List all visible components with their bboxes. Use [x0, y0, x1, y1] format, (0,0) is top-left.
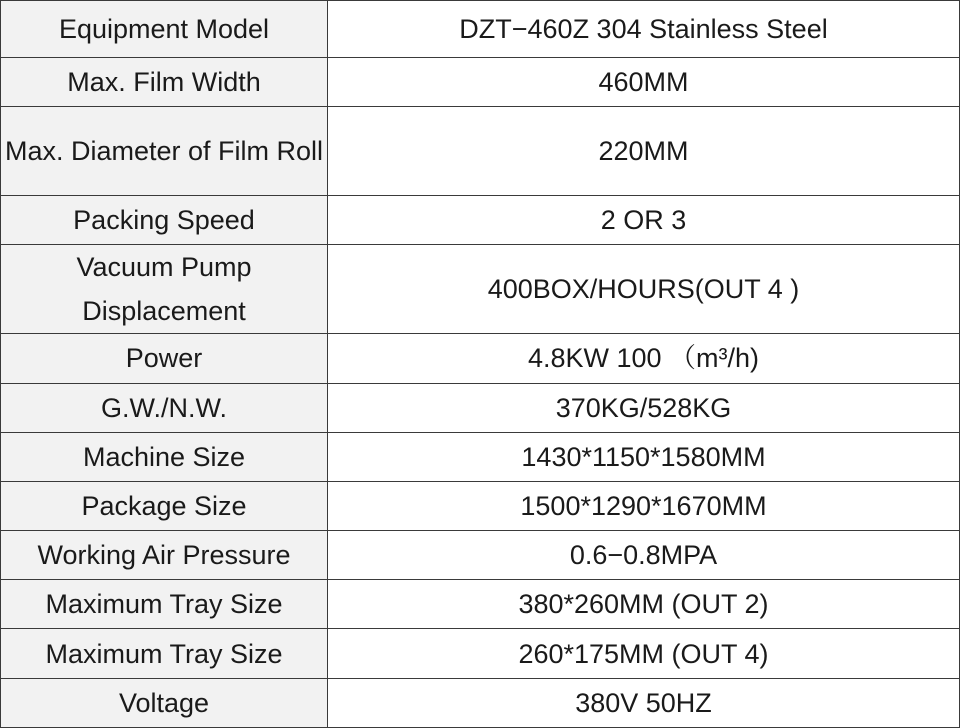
row-label: Voltage: [1, 678, 328, 727]
table-row: [1, 432, 960, 481]
row-label: Equipment Model: [1, 1, 328, 58]
table-row: [1, 629, 960, 678]
table-row: [1, 580, 960, 629]
table-row: [1, 383, 960, 432]
table-row: [1, 195, 960, 244]
row-value: 260*175MM (OUT 4): [328, 629, 960, 678]
row-value: 370KG/528KG: [328, 383, 960, 432]
row-label: Max. Film Width: [1, 58, 328, 107]
row-value: 2 OR 3: [328, 195, 960, 244]
table-row: [1, 678, 960, 727]
table-row: [1, 244, 960, 333]
row-value: 400BOX/HOURS(OUT 4 ): [328, 244, 960, 333]
row-label: Working Air Pressure: [1, 531, 328, 580]
row-label: Max. Diameter of Film Roll: [1, 107, 328, 195]
row-value: 460MM: [328, 58, 960, 107]
row-value: 380V 50HZ: [328, 678, 960, 727]
row-label: Packing Speed: [1, 195, 328, 244]
row-value: 1430*1150*1580MM: [328, 432, 960, 481]
table-row: [1, 107, 960, 195]
table-row: [1, 334, 960, 383]
row-value: 380*260MM (OUT 2): [328, 580, 960, 629]
row-value: 4.8KW 100 （m³/h): [328, 334, 960, 383]
row-label: Maximum Tray Size: [1, 629, 328, 678]
table-row: [1, 531, 960, 580]
row-label: Maximum Tray Size: [1, 580, 328, 629]
row-value: 220MM: [328, 107, 960, 195]
row-label: Package Size: [1, 481, 328, 530]
row-label: Machine Size: [1, 432, 328, 481]
row-value: DZT−460Z 304 Stainless Steel: [328, 1, 960, 58]
table-row: [1, 58, 960, 107]
row-label: Power: [1, 334, 328, 383]
row-label: Vacuum Pump Displacement: [1, 244, 328, 333]
table-row: [1, 1, 960, 58]
row-value: 0.6−0.8MPA: [328, 531, 960, 580]
row-value: 1500*1290*1670MM: [328, 481, 960, 530]
table-row: [1, 481, 960, 530]
row-label: G.W./N.W.: [1, 383, 328, 432]
